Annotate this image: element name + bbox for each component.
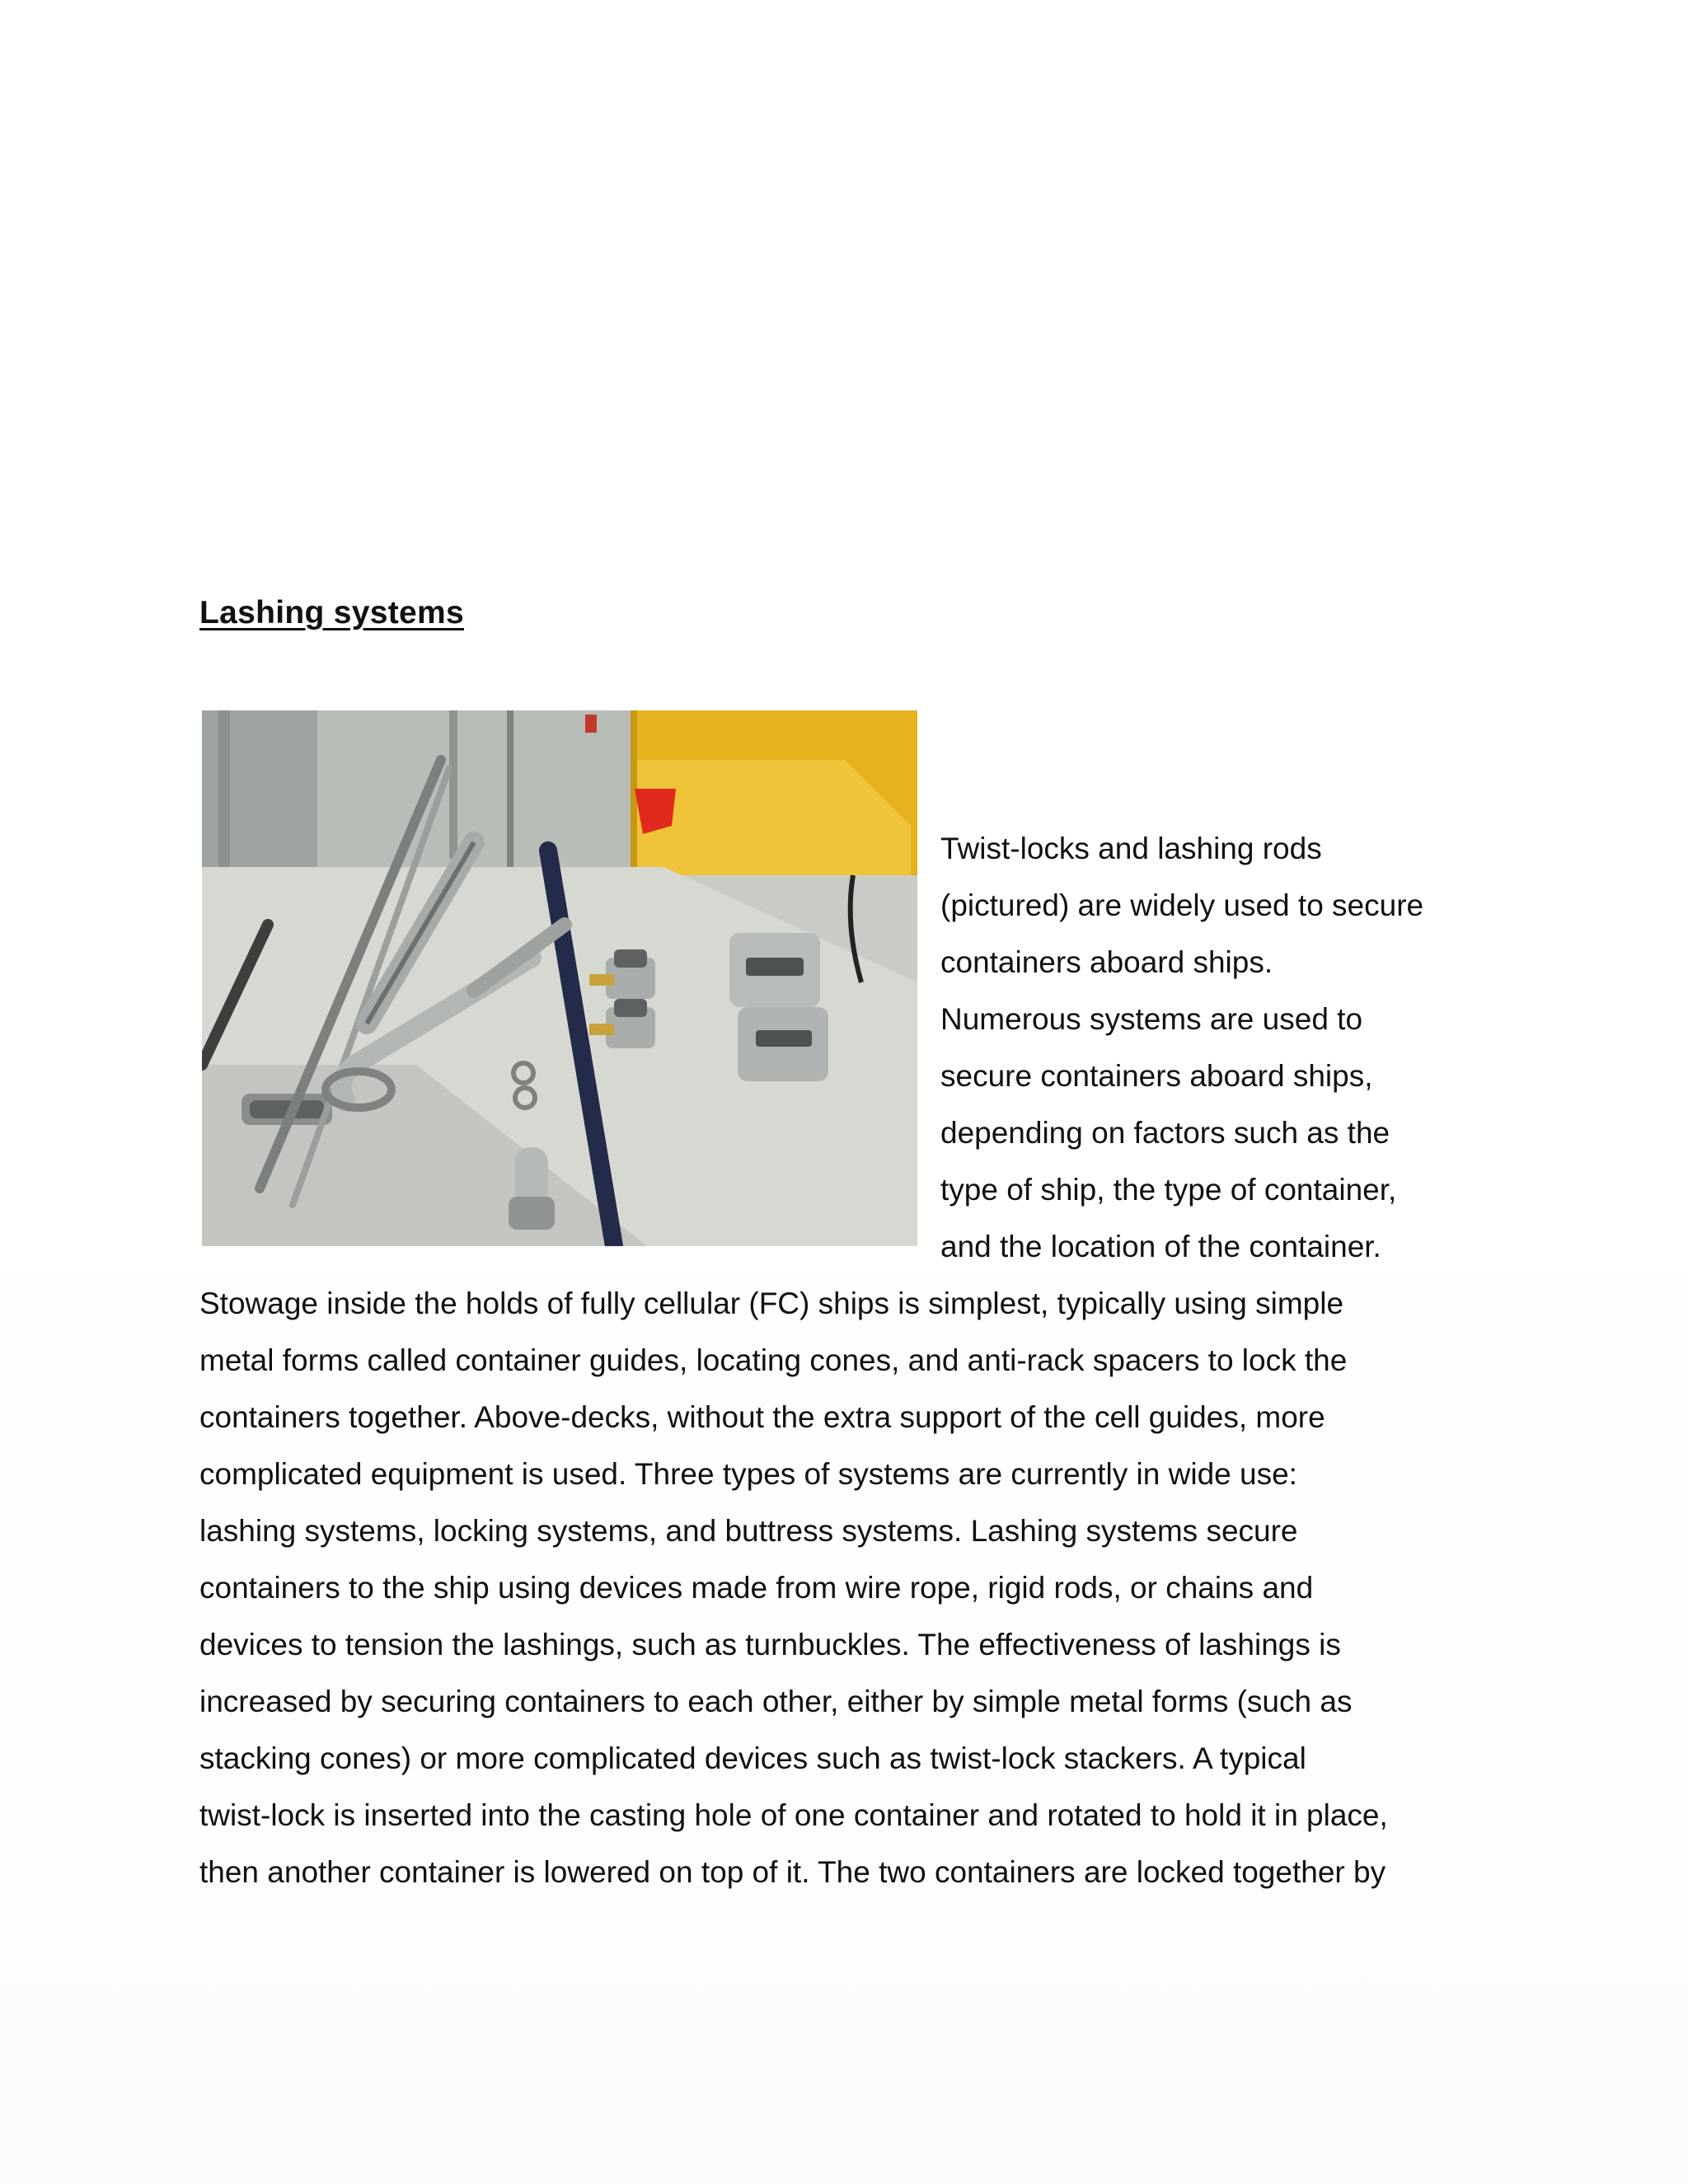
body-text-line: containers together. Above-decks, without the extra support of the cell guides, more xyxy=(199,1400,1325,1434)
body-text-line: devices to tension the lashings, such as turnbuckles. The effectiveness of lashings is xyxy=(199,1628,1341,1661)
side-text-line: depending on factors such as the xyxy=(940,1116,1390,1150)
side-text-line: secure containers aboard ships, xyxy=(940,1059,1373,1093)
section-heading: Lashing systems xyxy=(199,595,464,630)
side-text-line: Numerous systems are used to xyxy=(940,1002,1363,1036)
side-text-line: type of ship, the type of container, xyxy=(940,1173,1397,1207)
side-text-line: Twist-locks and lashing rods xyxy=(940,832,1322,865)
body-text-line: twist-lock is inserted into the casting hole of one container and rotated to hold it in place, xyxy=(199,1798,1388,1832)
body-text-line: stacking cones) or more complicated devices such as twist-lock stackers. A typical xyxy=(199,1741,1306,1775)
body-text-line: Stowage inside the holds of fully cellular (FC) ships is simplest, typically using simple xyxy=(199,1286,1344,1320)
side-text-line: containers aboard ships. xyxy=(940,945,1273,979)
body-text-line: containers to the ship using devices made from wire rope, rigid rods, or chains and xyxy=(199,1571,1314,1605)
side-text-line: and the location of the container. xyxy=(940,1230,1381,1263)
body-text-line: lashing systems, locking systems, and buttress systems. Lashing systems secure xyxy=(199,1514,1298,1548)
twist-lock-photo xyxy=(202,710,917,1246)
body-text-line: metal forms called container guides, locating cones, and anti-rack spacers to lock the xyxy=(199,1343,1348,1377)
body-text-line: then another container is lowered on top of it. The two containers are locked together by xyxy=(199,1855,1386,1889)
body-text-line: complicated equipment is used. Three types of systems are currently in wide use: xyxy=(199,1457,1297,1491)
side-text-line: (pictured) are widely used to secure xyxy=(940,888,1424,922)
body-text-line: increased by securing containers to each other, either by simple metal forms (such as xyxy=(199,1685,1353,1718)
